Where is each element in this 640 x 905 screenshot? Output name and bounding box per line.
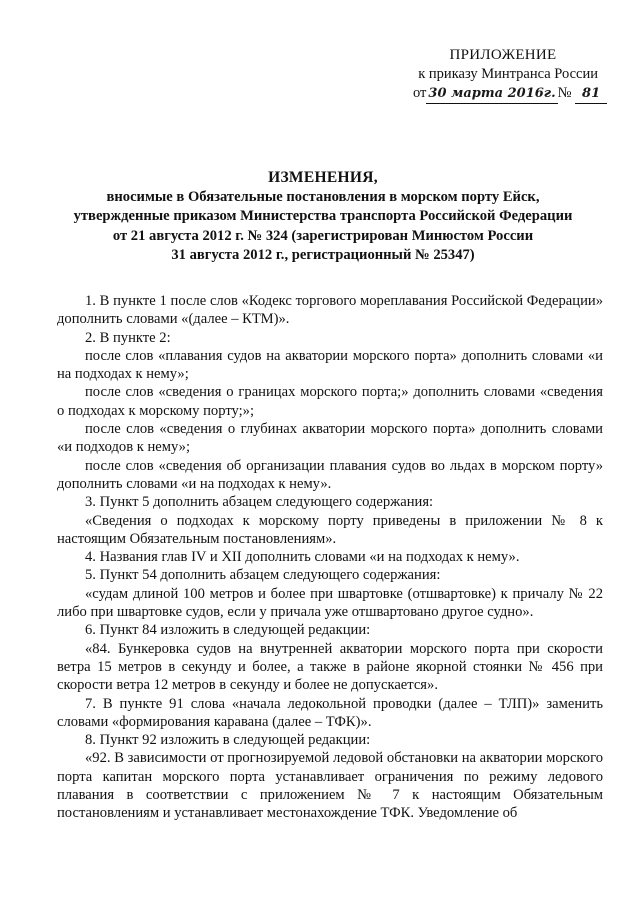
appendix-block (398, 46, 608, 104)
paragraph: после слов «сведения о границах морского порта;» дополнить словами «сведения о подходах к морскому порту;»; (57, 384, 603, 419)
document-heading (50, 168, 596, 266)
document-body (57, 292, 603, 823)
paragraph: 1. В пункте 1 после слов «Кодекс торгового мореплавания Российской Федерации» дополнить словами «(далее – КТМ)». (57, 293, 603, 328)
appendix-date-line (398, 84, 608, 104)
paragraph: после слов «плавания судов на акватории морского порта» дополнить словами «и на подходах к нему»; (57, 347, 603, 383)
appendix-subtitle: к приказу Минтранса России (418, 66, 598, 82)
heading-line: вносимые в Обязательные постановления в морском порту Ейск, (106, 188, 540, 205)
heading-line: от 21 августа 2012 г. № 324 (зарегистрирован Минюстом России (112, 227, 534, 244)
paragraph: 8. Пункт 92 изложить в следующей редакции: (85, 732, 371, 749)
paragraph: 7. В пункте 91 слова «начала ледокольной проводки (далее – ТЛП)» заменить словами «формирования каравана (далее – ТФК)». (57, 695, 603, 730)
paragraph: 2. В пункте 2: (85, 329, 171, 346)
paragraph: после слов «сведения о глубинах акватории морского порта» дополнить словами «и подходов к нему»; (57, 421, 603, 456)
number-label: № (557, 85, 572, 101)
appendix-title: ПРИЛОЖЕНИЕ (449, 47, 557, 63)
paragraph: после слов «сведения об организации плавания судов во льдах в морском порту» дополнить словами «и на подходах к нему». (57, 457, 603, 492)
handwritten-number: 81 (575, 84, 607, 104)
heading-line: 31 августа 2012 г., регистрационный № 25347) (171, 247, 475, 263)
paragraph: 6. Пункт 84 изложить в следующей редакции: (85, 622, 371, 639)
handwritten-date: 30 марта 2016г. (426, 84, 557, 104)
date-prefix: от (413, 85, 427, 101)
paragraph: «84. Бункеровка судов на внутренней акватории морского порта при скорости ветра 15 метров в секунду и более, а также в районе якорной стоянки № 456 при скорости ветра 12 метров в секунду и более не допускается». (57, 640, 603, 694)
paragraph: «Сведения о подходах к морскому порту приведены в приложении № 8 к настоящим Обязательным постановлениям». (57, 512, 603, 547)
paragraph: «судам длиной 100 метров и более при швартовке (отшвартовке) к причалу № 22 либо при швартовке судов, если у причала уже отшвартовано другое судно». (57, 585, 603, 621)
paragraph: 4. Названия глав IV и XII дополнить словами «и на подходах к нему». (85, 549, 520, 566)
paragraph: «92. В зависимости от прогнозируемой ледовой обстановки на акватории морского порта капитан морского порта устанавливает ограничения по режиму ледового плавания в соответствии с приложением № 7 к настоящим Обязательным постановлениям и устанавливает местонахождение ТФК. Уведомление об (57, 750, 603, 822)
paragraph: 3. Пункт 5 дополнить абзацем следующего содержания: (85, 494, 434, 511)
heading-title: ИЗМЕНЕНИЯ, (268, 169, 378, 186)
heading-line: утвержденные приказом Министерства транспорта Российской Федерации (73, 208, 573, 224)
paragraph: 5. Пункт 54 дополнить абзацем следующего содержания: (85, 567, 441, 584)
